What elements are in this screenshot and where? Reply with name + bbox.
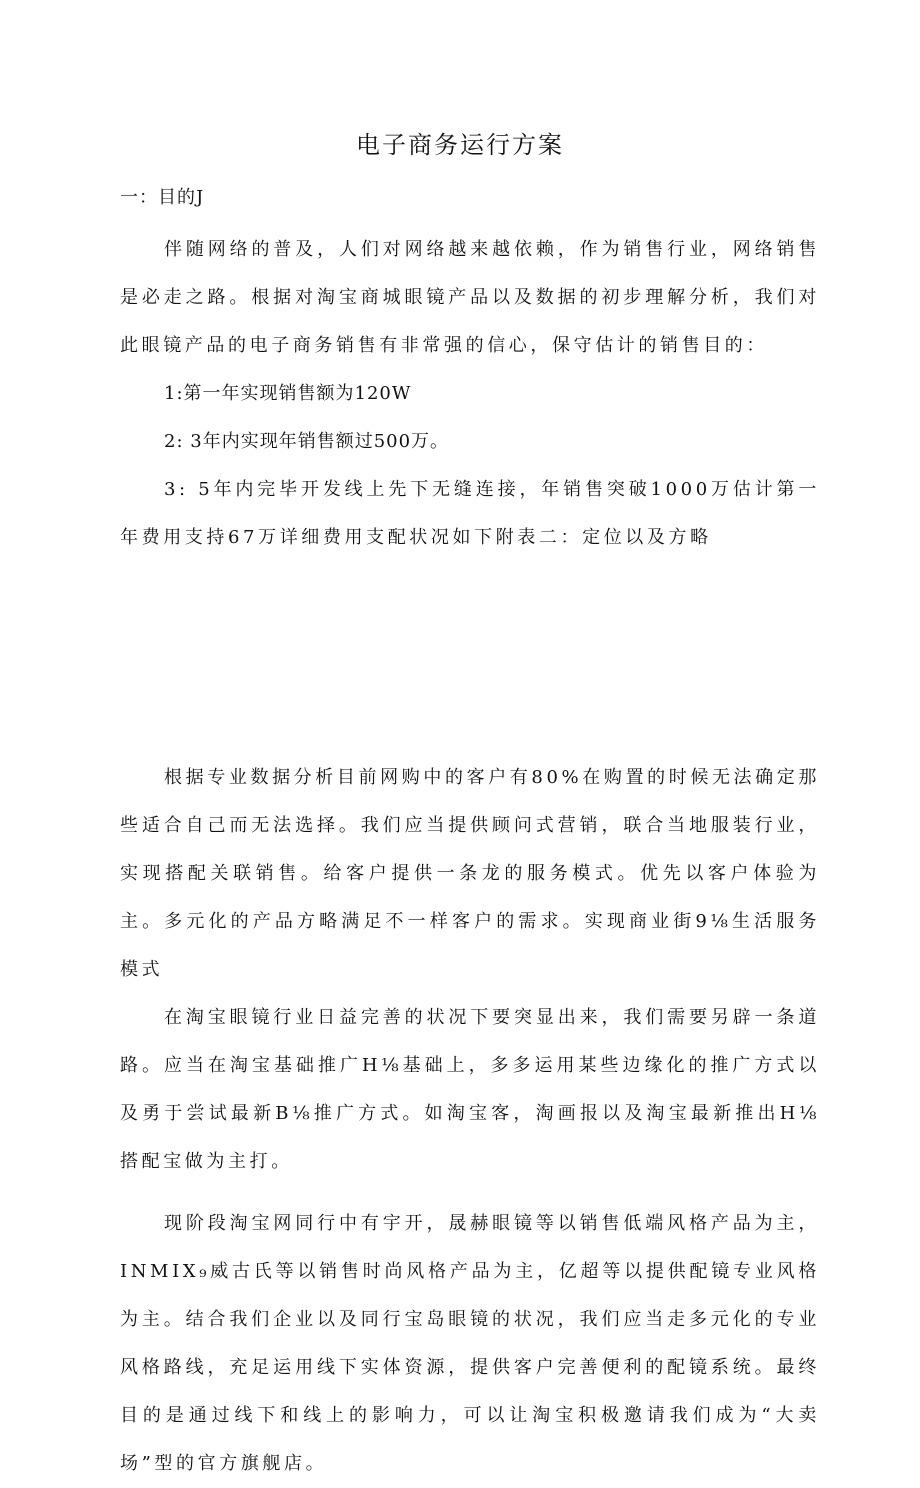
goal-item-1: 1:第一年实现销售额为120W — [164, 383, 412, 404]
section-heading: 一：目的J — [120, 187, 205, 208]
paragraph-promotion: 在淘宝眼镜行业日益完善的状况下要突显出来，我们需要另辟一条道路。应当在淘宝基础推广H⅛基础上，多多运用某些边缘化的推广方式以及勇于尝试最新B⅛推广方式。如淘宝客，淘画报以及淘宝最新推出H⅛搭配宝做为主打。 — [120, 1007, 820, 1172]
section-body-1 — [120, 226, 820, 562]
paragraph-spacer — [120, 1186, 820, 1200]
paragraph-positioning: 根据专业数据分析目前网购中的客户有80%在购置的时候无法确定那些适合自己而无法选择。我们应当提供顾问式营销，联合当地服装行业，实现搭配关联销售。给客户提供一条龙的服务模式。优先以客户体验为主。多元化的产品方略满足不一样客户的需求。实现商业街9⅛生活服务模式 — [120, 767, 820, 980]
paragraph-intro: 伴随网络的普及，人们对网络越来越依赖，作为销售行业，网络销售是必走之路。根据对淘宝商城眼镜产品以及数据的初步理解分析，我们对此眼镜产品的电子商务销售有非常强的信心，保守估计的销售目的： — [120, 239, 820, 356]
goal-item-2: 2: 3年内实现年销售额过500万。 — [164, 431, 450, 452]
document-title: 电子商务运行方案 — [356, 131, 564, 159]
section-body-3 — [120, 994, 820, 1488]
paragraph-competition: 现阶段淘宝网同行中有宇开，晟赫眼镜等以销售低端风格产品为主，INMIX₉威古氏等以销售时尚风格产品为主，亿超等以提供配镜专业风格为主。结合我们企业以及同行宝岛眼镜的状况，我们应当走多元化的专业风格路线，充足运用线下实体资源，提供客户完善便利的配镜系统。最终目的是通过线下和线上的影响力，可以让淘宝积极邀请我们成为“大卖场”型的官方旗舰店。 — [120, 1213, 820, 1474]
section-body-2 — [120, 754, 820, 994]
goal-item-3: 3: 5年内完毕开发线上先下无缝连接，年销售突破1000万估计第一年费用支持67万详细费用支配状况如下附表二：定位以及方略 — [120, 479, 820, 548]
